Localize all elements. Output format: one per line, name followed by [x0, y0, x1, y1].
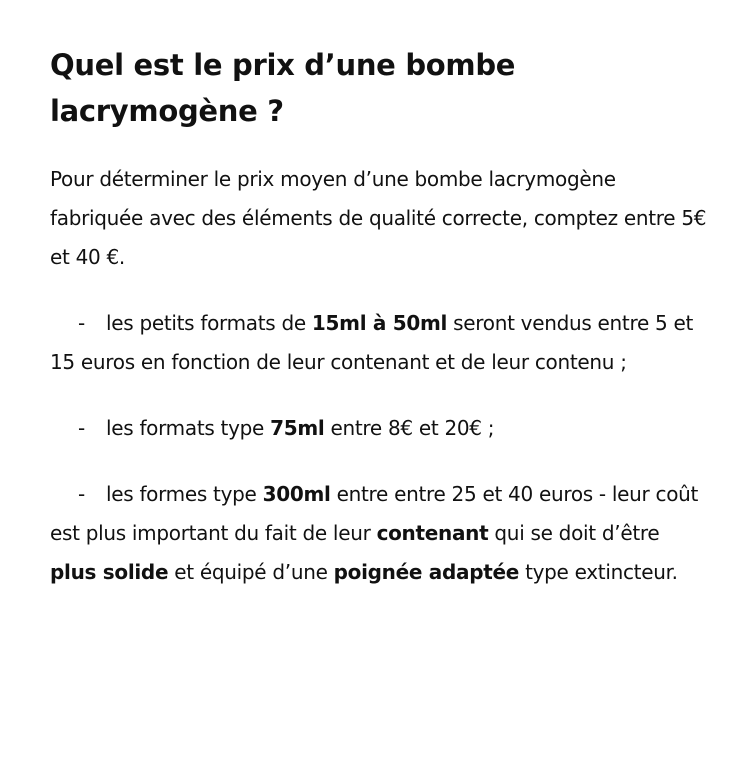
bullet-text: seront vendus entre 5 et 15 euros en fonction de leur contenant et de leur contenu ; [50, 311, 694, 374]
bullet-bold-poignee: poignée adaptée [333, 560, 520, 584]
bullet-bold-solide: plus solide [50, 560, 169, 584]
article-title: Quel est le prix d’une bombe lacrymogène ? [50, 48, 516, 128]
bullet-text: les petits formats de [106, 311, 312, 335]
bullet-bold-volume: 15ml à 50ml [311, 311, 448, 335]
bullet-text: entre entre 25 et 40 euros - leur coût est plus important du fait de leur [50, 482, 699, 545]
bullet-item-75ml [50, 409, 710, 448]
bullet-item-300ml [50, 475, 710, 592]
article [50, 42, 710, 592]
bullet-text: les formats type [106, 416, 271, 440]
bullet-text: les formes type [106, 482, 263, 506]
bullet-text: entre 8€ et 20€ ; [324, 416, 495, 440]
bullet-text: et équipé d’une [168, 560, 334, 584]
bullet-dash: - [78, 311, 85, 335]
bullet-bold-volume: 75ml [270, 416, 325, 440]
bullet-dash: - [78, 416, 85, 440]
intro-paragraph: Pour déterminer le prix moyen d’une bombe lacrymogène fabriquée avec des éléments de qualité correcte, comptez entre 5€ et 40 €. [50, 167, 707, 269]
bullet-bold-contenant: contenant [376, 521, 489, 545]
bullet-bold-volume: 300ml [262, 482, 331, 506]
bullet-text: type extincteur. [519, 560, 678, 584]
bullet-item-small-formats [50, 304, 710, 382]
bullet-dash: - [78, 482, 85, 506]
bullet-text: qui se doit d’être [488, 521, 660, 545]
